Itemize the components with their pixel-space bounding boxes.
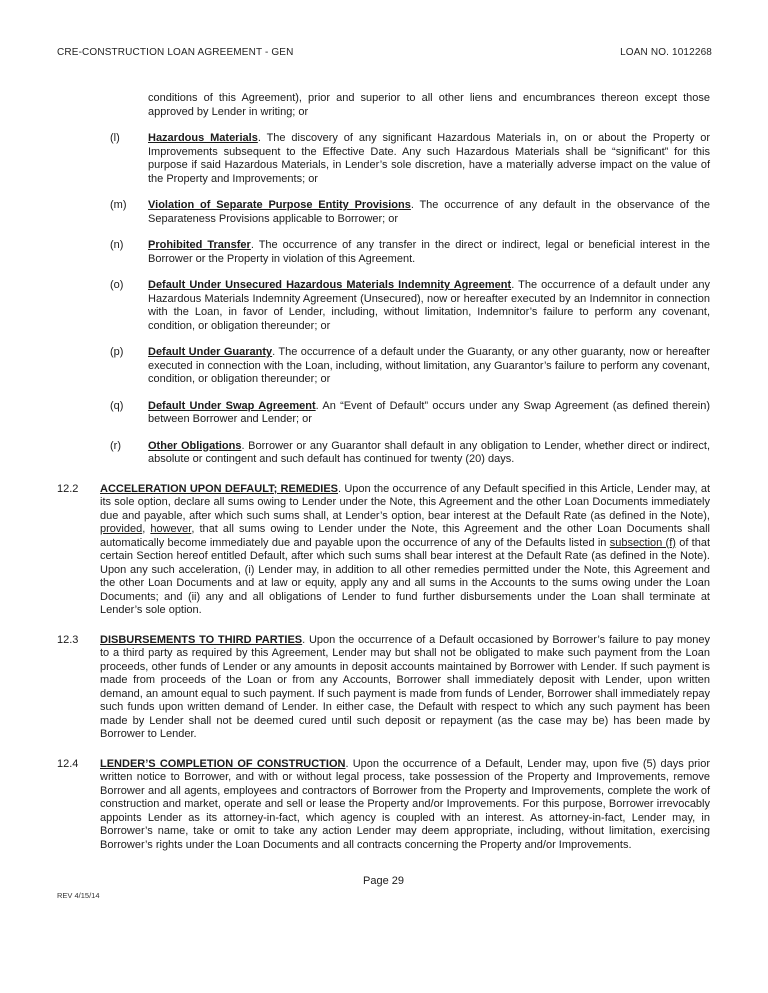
subitem-letter: (p) [110, 346, 124, 358]
emphasized-text: Default Under Unsecured Hazardous Materials Indemnity Agreement [148, 279, 512, 291]
document-body [57, 92, 710, 852]
subitem-text [148, 346, 710, 387]
default-subitem [110, 199, 710, 226]
body-text: , that all sums owing to Lender under the Note, this Agreement and the other Loan Documents shall automatically become immediately due and payable upon the occurrence of any of the Defaults listed in [100, 523, 710, 549]
emphasized-text: subsection (f) [609, 536, 676, 549]
default-subitem [110, 400, 710, 427]
subitem-letter: (n) [110, 239, 124, 251]
default-subitem [110, 239, 710, 266]
section-text [100, 483, 710, 618]
body-text: . The occurrence of any default in the observance of the Separateness Provisions applicable to Borrower; or [148, 199, 711, 225]
sections-list [57, 483, 710, 853]
emphasized-text: Hazardous Materials [148, 132, 258, 144]
emphasized-text: Default Under Guaranty [148, 346, 273, 358]
agreement-section [57, 483, 710, 618]
section-number: 12.3 [57, 633, 79, 646]
body-text: , [142, 523, 151, 535]
default-subitems-list [57, 132, 710, 467]
emphasized-text: DISBURSEMENTS TO THIRD PARTIES [100, 633, 303, 646]
emphasized-text: Default Under Swap Agreement [148, 399, 316, 412]
default-subitem [110, 440, 710, 467]
subitem-text [148, 440, 710, 467]
subitem-text [148, 279, 710, 333]
emphasized-text: Violation of Separate Purpose Entity Provisions [148, 199, 411, 211]
subitem-text [148, 400, 710, 427]
continuation-paragraph: conditions of this Agreement), prior and superior to all other liens and encumbrances thereon except those approved by Lender in writing; or [148, 92, 710, 118]
subitem-letter: (l) [110, 132, 120, 144]
section-text [100, 634, 710, 742]
body-text: . The occurrence of a default under any Hazardous Materials Indemnity Agreement (Unsecured), now or hereafter executed by an Indemnitor in connection with the Loan, in favor of Lender, including, without limitation, Indemnitor’s failure to perform any covenant, condition, or obligation thereunder; or [148, 279, 710, 332]
subitem-text [148, 132, 710, 186]
body-text: . Upon the occurrence of any Default specified in this Article, Lender may, at its sole option, declare all sums owing to Lender under the Note, this Agreement and the other Loan Documents immediately due and payable, after which such sums shall, at Lender’s option, bear interest at the Default Rate (as defined in the Note), [100, 482, 710, 522]
default-subitem [110, 279, 710, 333]
emphasized-text: ACCELERATION UPON DEFAULT; REMEDIES [100, 482, 338, 495]
emphasized-text: LENDER’S COMPLETION OF CONSTRUCTION [100, 757, 346, 770]
body-text: . The occurrence of a default under the Guaranty, or any other guaranty, now or hereafter executed in connection with the Loan, including, without limitation, any Guarantor’s failure to perform any covenant, condition, or obligation thereunder; or [148, 346, 711, 385]
subitem-letter: (m) [110, 199, 127, 211]
emphasized-text: however [150, 523, 192, 535]
section-text [100, 758, 710, 853]
body-text: . The occurrence of any transfer in the direct or indirect, legal or beneficial interest in the Borrower or the Property in violation of this Agreement. [148, 239, 711, 265]
subitem-letter: (q) [110, 399, 124, 412]
body-text: . An “Event of Default” occurs under any Swap Agreement (as defined therein) between Borrower and Lender; or [148, 399, 710, 425]
body-text: . Upon the occurrence of a Default occasioned by Borrower’s failure to pay money to a third party as required by this Agreement, Lender may but shall not be obligated to make such payment from the Loan proceeds, other funds of Lender or any amounts in deposit accounts maintained by Borrower with Lender. If such payment is made from proceeds of the Loan or from any Accounts, Borrower shall immediately deposit with Lender, upon written demand, an amount equal to such payment. If such payment is made from funds of Lender, Borrower shall immediately repay such funds upon written demand of Lender. In either case, the Default with respect to which any such payment has been made by Lender shall not be deemed cured until such deposit or repayment (as the case may be) has been made by Borrower to Lender. [100, 633, 710, 740]
body-text: . Borrower or any Guarantor shall default in any obligation to Lender, whether direct or indirect, absolute or contingent and such default has continued for twenty (20) days. [148, 439, 710, 465]
agreement-section [57, 758, 710, 853]
page-number: Page 29 [363, 875, 404, 887]
subitem-letter: (r) [110, 439, 121, 452]
body-text: of that certain Section hereof entitled Default, after which such sums shall bear interest at the Default Rate (as defined in the Note). Upon any such acceleration, (i) Lender may, in addition to all other remedies permitted under the Note, this Agreement and the other Loan Documents and at law or equity, apply any and all sums in the Accounts to the sums owing under the Loan Documents; and (ii) any and all obligations of Lender to fund further disbursements under the Loan shall terminate at Lender’s sole option. [100, 536, 711, 616]
emphasized-text: provided [100, 523, 143, 535]
default-subitem [110, 346, 710, 387]
emphasized-text: Other Obligations [148, 439, 242, 452]
subitem-text [148, 199, 710, 226]
revision-note: REV 4/15/14 [57, 891, 100, 900]
section-number: 12.4 [57, 757, 79, 770]
subitem-text [148, 239, 710, 266]
default-subitem [110, 132, 710, 186]
emphasized-text: Prohibited Transfer [148, 239, 251, 251]
subitem-letter: (o) [110, 279, 124, 291]
page-header [57, 47, 712, 58]
section-number: 12.2 [57, 482, 79, 495]
body-text: . Upon the occurrence of a Default, Lender may, upon five (5) days prior written notice to Borrower, and with or without legal process, take possession of the Property and Improvements, remove Borrower and all agents, employees and contractors of Borrower from the Property and Improvements, complete the work of construction and market, operate and sell or lease the Property and/or Improvements. For this purpose, Borrower irrevocably appoints Lender as its attorney-in-fact, which agency is coupled with an interest. As attorney-in-fact, Lender may, in Borrower’s name, take or omit to take any action Lender may deem appropriate, including, without limitation, exercising Borrower’s rights under the Loan Documents and all contracts concerning the Property and/or Improvements. [100, 757, 710, 851]
body-text: . The discovery of any significant Hazardous Materials in, on or about the Property or Improvements subsequent to the Effective Date. Any such Hazardous Materials shall be “significant” for this purpose if said Hazardous Materials, in Lender’s sole discretion, have a materially adverse impact on the value of the Property and Improvements; or [148, 132, 711, 185]
loan-number: LOAN NO. 1012268 [620, 47, 712, 58]
agreement-section [57, 634, 710, 742]
document-title: CRE-CONSTRUCTION LOAN AGREEMENT - GEN [57, 47, 294, 58]
